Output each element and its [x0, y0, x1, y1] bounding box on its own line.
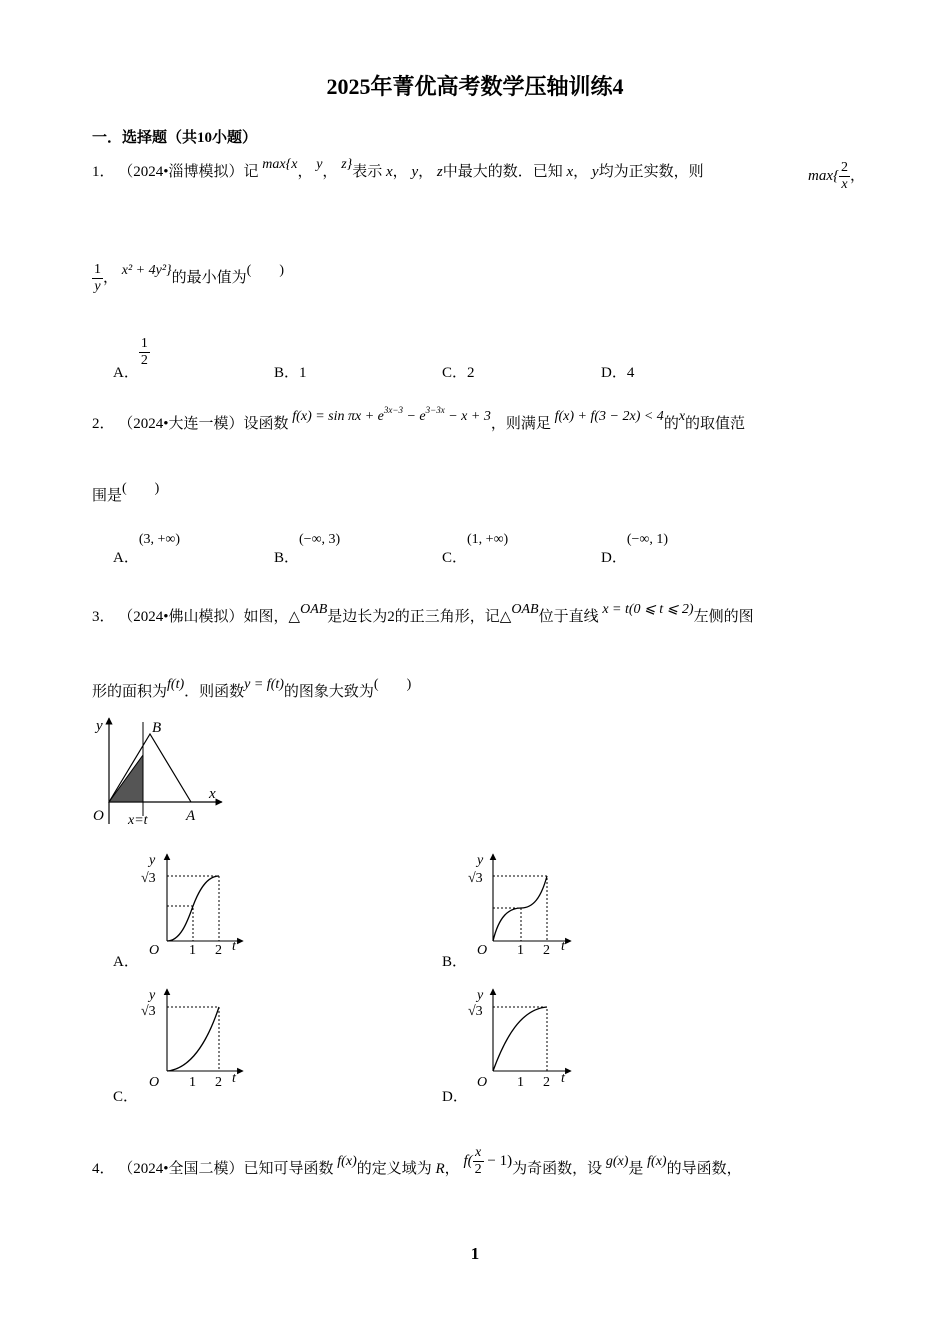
q4-fx: f(x)	[337, 1153, 357, 1169]
q1-var-y: y	[591, 164, 599, 180]
q3-text: 形的面积为	[92, 684, 168, 700]
q3-source: （2024•佛山模拟）	[118, 609, 244, 625]
option-text: 2	[467, 365, 475, 381]
fig-label-o: O	[93, 808, 104, 824]
q1-var-x: x	[566, 164, 574, 180]
q1-line2	[92, 262, 284, 295]
q3-text: 左侧的图	[693, 609, 754, 625]
shaded-region	[109, 755, 143, 802]
q4-f-part: f(	[463, 1152, 473, 1169]
option-text: 1	[299, 365, 307, 381]
q2-answer-paren: ( )	[122, 481, 160, 496]
q1-number: 1．	[92, 164, 115, 180]
q3-answer-paren: ( )	[373, 677, 412, 692]
q4-frac-num: x	[473, 1145, 484, 1162]
q3-number: 3．	[92, 609, 115, 625]
q4-text: 已知可导函数	[243, 1160, 334, 1177]
q1-option-d[interactable]	[601, 361, 634, 382]
q3-triangle: OAB	[511, 602, 539, 617]
q1-option-a[interactable]	[113, 336, 150, 381]
q1-option-b[interactable]	[274, 361, 307, 382]
q2-line2	[92, 481, 160, 505]
graph-label-1: 1	[189, 943, 196, 958]
q3-line1	[92, 602, 754, 626]
q1-option-a-fraction	[139, 336, 150, 369]
option-text: (−∞, 3)	[299, 532, 341, 547]
option-text: (1, +∞)	[467, 532, 509, 547]
q1-expr: x² + 4y²}	[121, 262, 172, 278]
guide-lines	[167, 1007, 219, 1071]
q2-condition: f(x) + f(3 − 2x) < 4	[554, 409, 664, 424]
q3-triangle: OAB	[300, 602, 328, 617]
q1-fraction-2-over-x	[839, 160, 850, 193]
q4-fx: f(x)	[647, 1153, 667, 1169]
fig-label-b: B	[152, 720, 162, 736]
graph-label-o: O	[477, 1075, 488, 1090]
q4-fraction	[473, 1145, 484, 1178]
graph-label-1: 1	[189, 1075, 196, 1090]
q1-comma: ，	[103, 269, 119, 286]
fig-label-x: x	[209, 786, 216, 802]
option-label: B．	[274, 550, 300, 566]
q2-exponent: 3−3x	[425, 405, 445, 415]
q1-var-z: z}	[341, 157, 353, 172]
option-label: C．	[442, 365, 468, 381]
q3-line-expr: x = t(0 ⩽ t ⩽ 2)	[602, 602, 694, 617]
q1-var-z: z	[436, 164, 443, 180]
q1-comma: ，	[573, 164, 589, 180]
q1-comma: ，	[418, 164, 434, 180]
q3-graph-a[interactable]	[135, 848, 250, 958]
q4-text: 是	[628, 1160, 644, 1177]
q1-var-y: y	[316, 157, 323, 172]
q3-yft: y = f(t)	[244, 677, 284, 692]
option-text: (−∞, 1)	[626, 532, 669, 547]
q3-option-b[interactable]: B．	[442, 954, 468, 970]
fig-label-a: A	[186, 808, 196, 824]
page-title: 2025年菁优高考数学压轴训练4	[326, 74, 624, 99]
q4-domain-r: R	[435, 1160, 445, 1177]
q4-frac-den: 2	[474, 1162, 482, 1177]
q1-line1	[92, 157, 704, 181]
q1-comma: ，	[322, 164, 338, 180]
q2-number: 2．	[92, 416, 115, 432]
guide-lines	[167, 906, 193, 941]
option-label: A．	[113, 550, 139, 566]
q2-text: 围是	[92, 488, 123, 504]
q3-option-a[interactable]: A．	[113, 954, 139, 970]
graph-label-t: t	[232, 939, 236, 954]
q1-frac-num: 1	[140, 336, 148, 351]
guide-lines	[493, 1007, 547, 1071]
option-label: B．	[274, 365, 300, 381]
option-label: D．	[601, 365, 627, 381]
q1-text: 的最小值为	[171, 269, 247, 286]
q2-source: （2024•大连一模）	[118, 416, 244, 432]
q3-option-c[interactable]: C．	[113, 1089, 139, 1105]
q2-line1	[92, 405, 746, 433]
q3-text: 位于直线	[538, 609, 599, 625]
q3-graph-c[interactable]	[135, 983, 250, 1093]
graph-label-y: y	[149, 853, 156, 868]
q2-option-c[interactable]	[442, 527, 509, 566]
q1-max2	[808, 160, 865, 193]
q1-var-y: y	[411, 164, 419, 180]
q1-answer-paren: ( )	[246, 262, 284, 278]
q1-fraction-1-over-y	[92, 262, 103, 295]
graph-label-o: O	[149, 1075, 160, 1090]
graph-label-sqrt3: √3	[468, 871, 483, 886]
graph-label-t: t	[561, 939, 565, 954]
q1-option-c[interactable]	[442, 361, 475, 382]
q3-text: ．则函数	[184, 684, 245, 700]
page-number: 1	[470, 1244, 480, 1263]
q2-option-b[interactable]	[274, 527, 341, 566]
graph-label-2: 2	[215, 1075, 222, 1090]
q1-frac-num: 1	[94, 262, 101, 277]
section-heading: 一．选择题（共10小题）	[92, 130, 258, 146]
graph-label-sqrt3: √3	[141, 871, 156, 886]
q2-func-part: − x + 3	[444, 409, 491, 424]
q2-option-d[interactable]	[601, 527, 669, 566]
q2-function	[292, 405, 491, 424]
q1-frac-num: 2	[841, 160, 848, 175]
curve	[167, 1007, 219, 1071]
q1-frac-den: x	[841, 177, 848, 192]
graph-label-sqrt3: √3	[468, 1004, 483, 1019]
q4-comma: ，	[444, 1160, 460, 1177]
option-text: 4	[626, 365, 635, 381]
q1-text: 中最大的数．已知	[442, 164, 563, 180]
option-text: (3, +∞)	[138, 532, 181, 547]
q3-graph-b[interactable]	[465, 848, 580, 958]
q1-comma: ，	[297, 164, 313, 180]
q4-line1	[92, 1145, 742, 1186]
fig-label-y: y	[96, 718, 103, 734]
option-label: C．	[442, 550, 468, 566]
graph-label-y: y	[477, 853, 484, 868]
q1-max2-text: max{	[808, 167, 839, 184]
q2-text: 的	[663, 416, 679, 432]
q2-exponent: 3x−3	[383, 405, 403, 415]
q1-comma: ，	[392, 164, 408, 180]
q2-text: ，则满足	[490, 416, 551, 432]
q4-source: （2024•全国二模）	[118, 1160, 244, 1177]
q3-line2	[92, 677, 412, 701]
q2-text: 设函数	[243, 416, 289, 432]
graph-label-t: t	[232, 1071, 236, 1086]
graph-label-2: 2	[543, 1075, 550, 1090]
option-label: A．	[113, 365, 139, 381]
graph-label-1: 1	[517, 1075, 524, 1090]
q3-text: 如图，△	[243, 609, 301, 625]
q2-func-part: f(x) = sin πx + e	[292, 409, 384, 424]
q1-text: 记	[243, 164, 259, 180]
q3-graph-d[interactable]	[465, 983, 580, 1093]
q3-text: 是边长为2的正三角形，记△	[327, 609, 512, 625]
graph-label-y: y	[477, 988, 484, 1003]
q4-gx: g(x)	[605, 1153, 629, 1169]
graph-label-o: O	[149, 943, 160, 958]
q4-f-part: − 1)	[483, 1152, 513, 1169]
fig-label-xt: x=t	[128, 813, 148, 828]
curve	[493, 1007, 547, 1071]
q1-text: 均为正实数，则	[598, 164, 704, 180]
graph-label-1: 1	[517, 943, 524, 958]
q2-var-x: x	[678, 409, 686, 424]
q2-func-part: − e	[402, 409, 426, 424]
q3-triangle-figure	[88, 712, 228, 828]
q3-option-d[interactable]: D．	[442, 1089, 468, 1105]
q4-f-expr	[463, 1145, 513, 1177]
q1-max-expr: max{x	[262, 157, 298, 172]
graph-label-t: t	[561, 1071, 565, 1086]
q1-var-x: x	[386, 164, 393, 180]
q1-frac-den: 2	[140, 353, 148, 368]
graph-label-y: y	[149, 988, 156, 1003]
graph-label-sqrt3: √3	[141, 1004, 156, 1019]
option-label: D．	[601, 550, 627, 566]
q1-text: 表示	[352, 164, 383, 180]
q2-text: 的取值范	[685, 416, 746, 432]
graph-label-2: 2	[543, 943, 550, 958]
q4-text: 的导函数，	[666, 1160, 742, 1177]
q2-option-a[interactable]	[113, 527, 181, 566]
q4-text: 的定义域为	[356, 1160, 432, 1177]
q4-number: 4．	[92, 1160, 115, 1177]
q1-comma: ，	[850, 167, 866, 184]
q3-text: 的图象大致为	[283, 684, 374, 700]
graph-label-o: O	[477, 943, 488, 958]
q1-source: （2024•淄博模拟）	[118, 164, 244, 180]
q4-text: 为奇函数，设	[512, 1160, 603, 1177]
graph-label-2: 2	[215, 943, 222, 958]
q3-ft: f(t)	[167, 677, 185, 692]
q1-frac-den: y	[94, 279, 101, 294]
